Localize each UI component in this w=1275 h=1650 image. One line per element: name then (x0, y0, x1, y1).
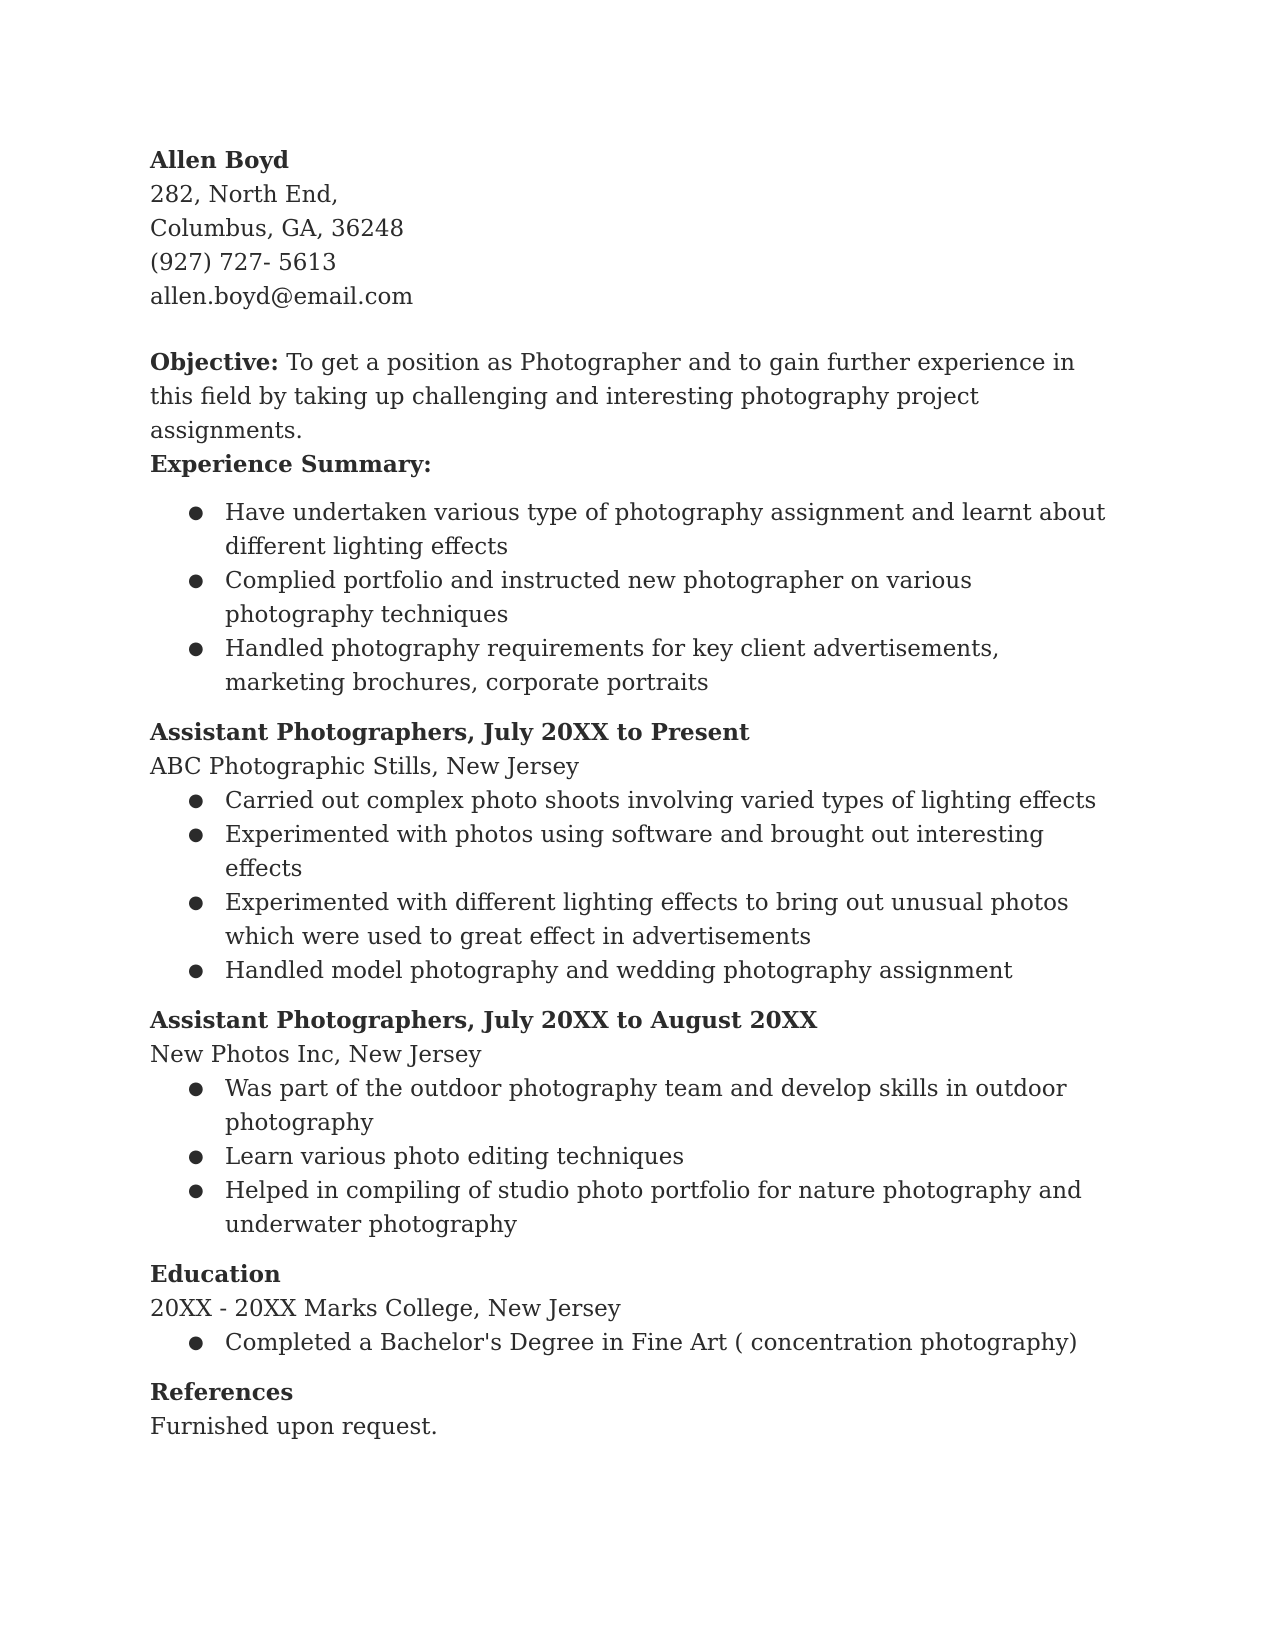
references-section (150, 1376, 1110, 1444)
objective-paragraph (150, 346, 1110, 448)
education-list (150, 1326, 1110, 1360)
job-duties-list (150, 1072, 1110, 1242)
list-item: ● Handled photography requirements for key client advertisements, marketing brochures, corporate portraits (150, 632, 1110, 700)
education-heading: Education (150, 1261, 281, 1288)
applicant-name: Allen Boyd (150, 147, 289, 174)
list-item: ● Handled model photography and wedding photography assignment (150, 954, 1110, 988)
objective-label: Objective: (150, 349, 279, 376)
job-duties-list (150, 784, 1110, 988)
education-line: 20XX - 20XX Marks College, New Jersey (150, 1296, 621, 1322)
list-item: ● Completed a Bachelor's Degree in Fine Art ( concentration photography) (150, 1326, 1110, 1360)
list-item: ● Was part of the outdoor photography team and develop skills in outdoor photography (150, 1072, 1110, 1140)
job-company: New Photos Inc, New Jersey (150, 1042, 482, 1068)
contact-block (150, 144, 1110, 314)
experience-summary-heading: Experience Summary: (150, 451, 432, 478)
list-item: ● Have undertaken various type of photography assignment and learnt about different lighting effects (150, 496, 1110, 564)
list-item: ● Experimented with photos using software and brought out interesting effects (150, 818, 1110, 886)
objective-text: To get a position as Photographer and to gain further experience in this field by taking up challenging and interesting photography project assignments. (150, 350, 1075, 444)
list-item: ● Experimented with different lighting effects to bring out unusual photos which were used to great effect in advertisements (150, 886, 1110, 954)
email-address: allen.boyd@email.com (150, 284, 414, 310)
references-text: Furnished upon request. (150, 1414, 438, 1440)
list-item: ● Learn various photo editing techniques (150, 1140, 1110, 1174)
list-item: ● Helped in compiling of studio photo portfolio for nature photography and underwater photography (150, 1174, 1110, 1242)
job-entry-2 (150, 1004, 1110, 1242)
experience-summary-list (150, 496, 1110, 700)
phone-number: (927) 727- 5613 (150, 250, 337, 276)
job-company: ABC Photographic Stills, New Jersey (150, 754, 580, 780)
job-entry-1 (150, 716, 1110, 988)
list-item: ● Carried out complex photo shoots involving varied types of lighting effects (150, 784, 1110, 818)
education-section (150, 1258, 1110, 1360)
job-title: Assistant Photographers, July 20XX to Present (150, 719, 750, 746)
address-line-1: 282, North End, (150, 182, 339, 208)
resume-page (150, 144, 1110, 1444)
job-title: Assistant Photographers, July 20XX to August 20XX (150, 1007, 818, 1034)
address-line-2: Columbus, GA, 36248 (150, 216, 405, 242)
references-heading: References (150, 1379, 294, 1406)
list-item: ● Complied portfolio and instructed new photographer on various photography techniques (150, 564, 1110, 632)
